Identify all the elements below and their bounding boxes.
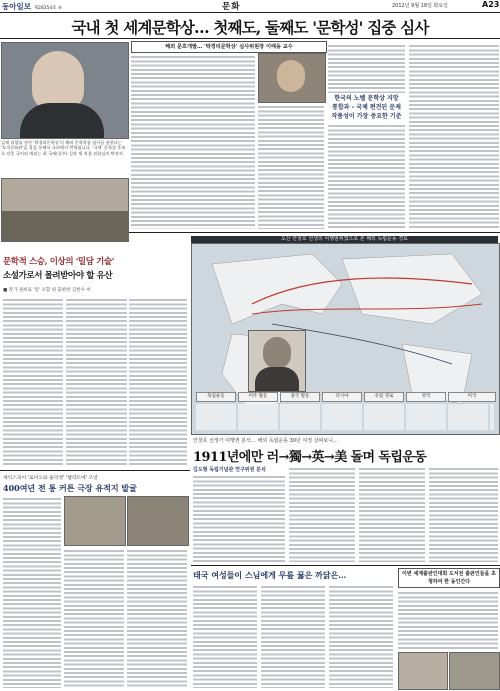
lower-mid-text-col-3 (329, 584, 393, 688)
lower-mid-text-col-2 (261, 584, 325, 688)
map-detail-strip (196, 404, 494, 430)
interview-subhead-3: 작품성이 가장 중요한 기준 (331, 113, 402, 120)
interview-kicker: 해외 문호개발… '박경리문학상' 심사위원장 이태동 교수 (165, 44, 293, 50)
interview-subhead-2: 통합과 - 국제 편견된 문제 (332, 104, 401, 111)
center-story-title: 1911년에만 러→獨→英→美 돌며 독립운동 (193, 450, 427, 465)
lower-right-title-box (398, 568, 500, 588)
left-block-rule (0, 470, 190, 471)
lower-left-text-col-3 (127, 548, 187, 688)
lower-right-text (398, 590, 498, 650)
center-story-kicker: 안창호 선생가 여행권 분석… 해외 독립운동 30년 여정 살펴보니… (193, 438, 338, 444)
feature-byline: ■ 작가 권희로 '잎' 포함 위 출판한 김한수 씨 (3, 288, 91, 293)
graduation-photo (1, 178, 129, 242)
interview-text-col-4 (409, 43, 499, 229)
center-story-lead: 김도형 독립기념관 연구위원 분석 (193, 467, 266, 473)
lower-right-photo-2 (449, 652, 500, 690)
interview-text-col-1 (131, 54, 255, 229)
center-bottom-rule (191, 565, 500, 566)
map-tag-6: 영국 (406, 392, 446, 402)
page-number: A23 (482, 0, 500, 9)
map-tag-5: 유럽 경로 (364, 392, 404, 402)
lower-left-kicker: 세익스피어 '로미오와 줄리엣' '햄리트에' 조연 (3, 476, 98, 481)
ahn-changho-portrait (248, 330, 306, 392)
feature-title-2: 소설가로서 몰려받아야 할 유산 (3, 271, 113, 281)
map-header: 도산 안창호 선생의 여행범위였으로 본 해외 독립운동 경로 (191, 236, 498, 243)
center-text-col-3 (359, 466, 425, 562)
judge-photo (258, 53, 326, 103)
lower-left-text-col-2 (64, 548, 124, 688)
excavation-photo-1 (64, 496, 126, 546)
map-tag-4: 러시아 (322, 392, 362, 402)
feature-text-col-2 (66, 297, 127, 467)
interview-text-col-3b (328, 123, 405, 229)
portrait-caption: 김재 리광률 정진 '박경리문학상'의 해외 문학작품 심사를 권한다는 '토지문화관'을 광을 통해서 국외에서 번역됩니다. '국제' 문학상 후보로 각종 국어외 예외는 최 국제(성우) 걸작 세 직접 권위심의 박적자. (1, 140, 126, 156)
map-tag-3: 중국 활동 (280, 392, 320, 402)
author-portrait-photo (1, 42, 129, 139)
interview-text-col-2 (258, 104, 324, 229)
interview-bottom-rule (129, 232, 500, 233)
map-tag-2: 미주 활동 (238, 392, 278, 402)
lower-left-title: 400여년 전 통 커튼 극장 유적지 발굴 (3, 483, 137, 493)
lower-mid-title: 태국 여성들이 스님에게 무릎 꿇은 까닭은… (193, 570, 347, 580)
lower-left-text-col-1 (3, 496, 61, 688)
interview-kicker-box (131, 41, 327, 53)
issue-date: 2012년 9월 18일 화요일 (392, 3, 449, 9)
map-tag-1: 독립운동 (196, 392, 236, 402)
lower-right-photo-1 (398, 652, 448, 690)
map-tag-7: 미국 (448, 392, 496, 402)
graduation-caption (1, 242, 127, 252)
lower-right-title: 이번 세계출판인대회 도서전 출판인들을 초청하여 한 동인간다 (402, 571, 496, 585)
headline-rule (0, 38, 500, 39)
feature-title-1: 문학적 스승, 이상의 '밀담 기술' (3, 257, 114, 267)
section-title: 문화 (222, 2, 241, 12)
newspaper-name: 동아일보 제28354호 ⑥ (2, 2, 63, 11)
lower-mid-text-col-1 (193, 584, 257, 688)
center-text-col-2 (289, 466, 355, 562)
main-headline: 국내 첫 세계문학상… 첫째도, 둘째도 '문학성' 집중 심사 (71, 18, 429, 37)
feature-text-col-1 (3, 297, 63, 467)
center-text-col-1 (193, 474, 285, 562)
interview-text-col-3a (328, 43, 405, 93)
center-text-col-4 (429, 466, 498, 562)
excavation-photo-2 (127, 496, 189, 546)
feature-text-col-3 (129, 297, 187, 467)
interview-subhead-1: 한국의 노벨 문학상 지망 (334, 95, 399, 102)
